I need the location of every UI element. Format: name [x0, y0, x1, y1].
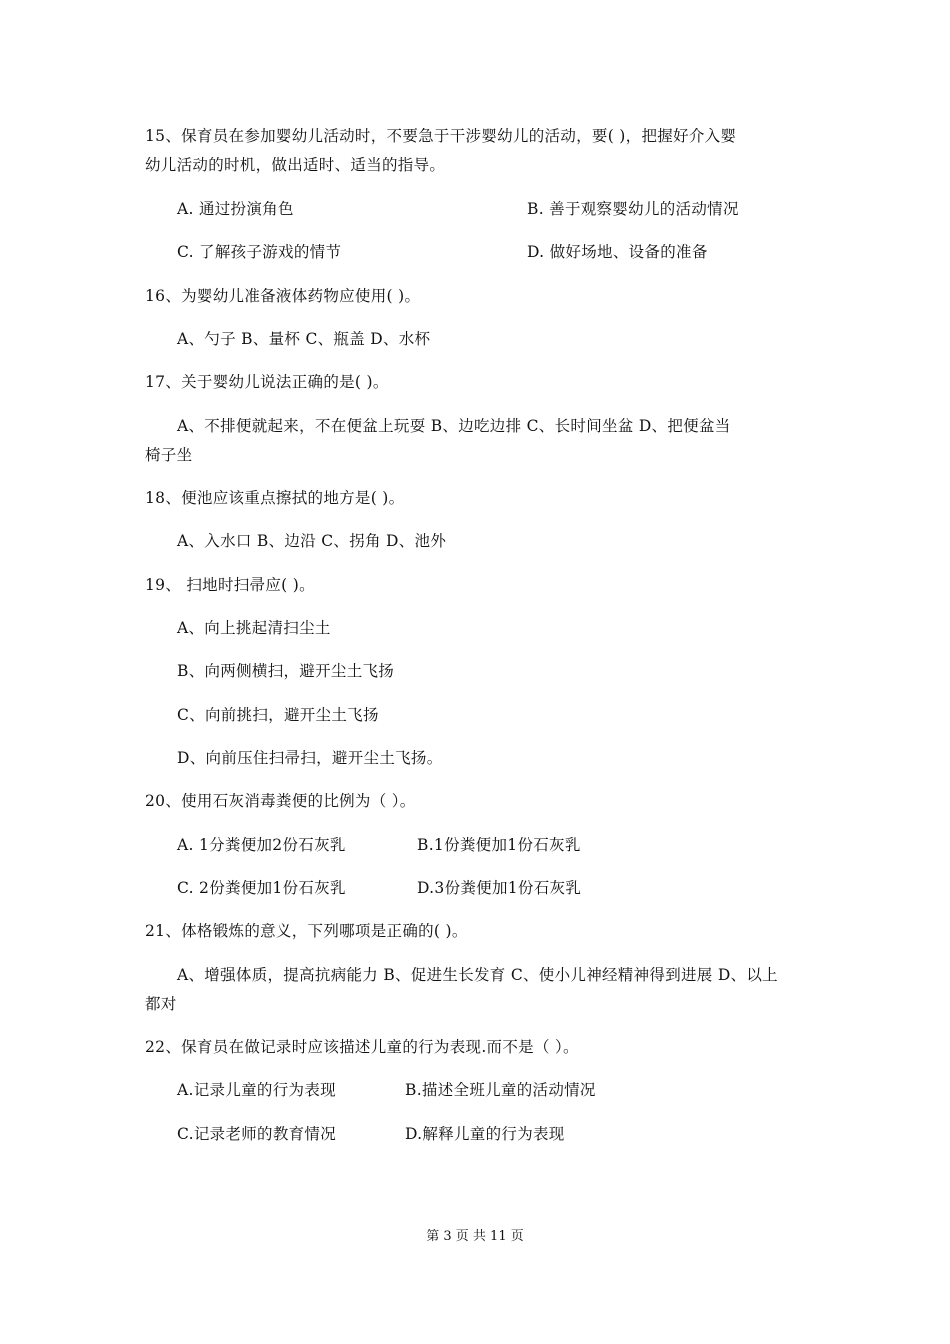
question-22-option-c: C.记录老师的教育情况 [177, 1125, 337, 1143]
question-20-option-b: B.1份粪便加1份石灰乳 [417, 836, 581, 854]
question-15-option-b: B. 善于观察婴幼儿的活动情况 [527, 200, 739, 218]
page-number: 第 3 页 共 11 页 [426, 1229, 524, 1244]
question-18-stem: 18、便池应该重点擦拭的地方是( )。 [145, 489, 405, 507]
question-20-option-a: A. 1分粪便加2份石灰乳 [177, 836, 346, 854]
question-20-stem: 20、使用石灰消毒粪便的比例为（ ）。 [145, 792, 416, 810]
question-22-option-a: A.记录儿童的行为表现 [177, 1081, 336, 1099]
question-22-option-b: B.描述全班儿童的活动情况 [405, 1081, 596, 1099]
question-22-option-d: D.解释儿童的行为表现 [405, 1125, 565, 1143]
question-21-options-line2: 都对 [145, 995, 177, 1013]
question-15-option-d: D. 做好场地、设备的准备 [527, 243, 708, 261]
question-15-stem-line2: 幼儿活动的时机，做出适时、适当的指导。 [145, 156, 446, 174]
question-21-stem: 21、体格锻炼的意义，下列哪项是正确的( )。 [145, 922, 468, 940]
question-19-option-d: D、向前压住扫帚扫，避开尘土飞扬。 [177, 749, 443, 767]
question-19-option-b: B、向两侧横扫，避开尘土飞扬 [177, 662, 395, 680]
question-15-stem-line1: 15、保育员在参加婴幼儿活动时，不要急于干涉婴幼儿的活动，要( )，把握好介入婴 [145, 127, 737, 145]
question-17-options-line2: 椅子坐 [145, 446, 193, 464]
question-17-stem: 17、关于婴幼儿说法正确的是( )。 [145, 373, 389, 391]
question-18-options: A、入水口 B、边沿 C、拐角 D、池外 [177, 532, 447, 550]
question-16-stem: 16、为婴幼儿准备液体药物应使用( )。 [145, 287, 421, 305]
question-19-option-a: A、向上挑起清扫尘土 [177, 619, 331, 637]
question-16-options: A、勺子 B、量杯 C、瓶盖 D、水杯 [177, 330, 431, 348]
question-17-options-line1: A、不排便就起来，不在便盆上玩耍 B、边吃边排 C、长时间坐盆 D、把便盆当 [177, 417, 731, 435]
question-15-option-c: C. 了解孩子游戏的情节 [177, 243, 342, 261]
question-22-stem: 22、保育员在做记录时应该描述儿童的行为表现.而不是（ ）。 [145, 1038, 579, 1056]
question-19-stem: 19、 扫地时扫帚应( )。 [145, 576, 315, 594]
question-20-option-c: C. 2份粪便加1份石灰乳 [177, 879, 346, 897]
question-19-option-c: C、向前挑扫，避开尘土飞扬 [177, 706, 379, 724]
question-15-option-a: A. 通过扮演角色 [177, 200, 294, 218]
question-21-options-line1: A、增强体质，提高抗病能力 B、促进生长发育 C、使小儿神经精神得到进展 D、以上 [177, 966, 778, 984]
question-20-option-d: D.3份粪便加1份石灰乳 [417, 879, 582, 897]
